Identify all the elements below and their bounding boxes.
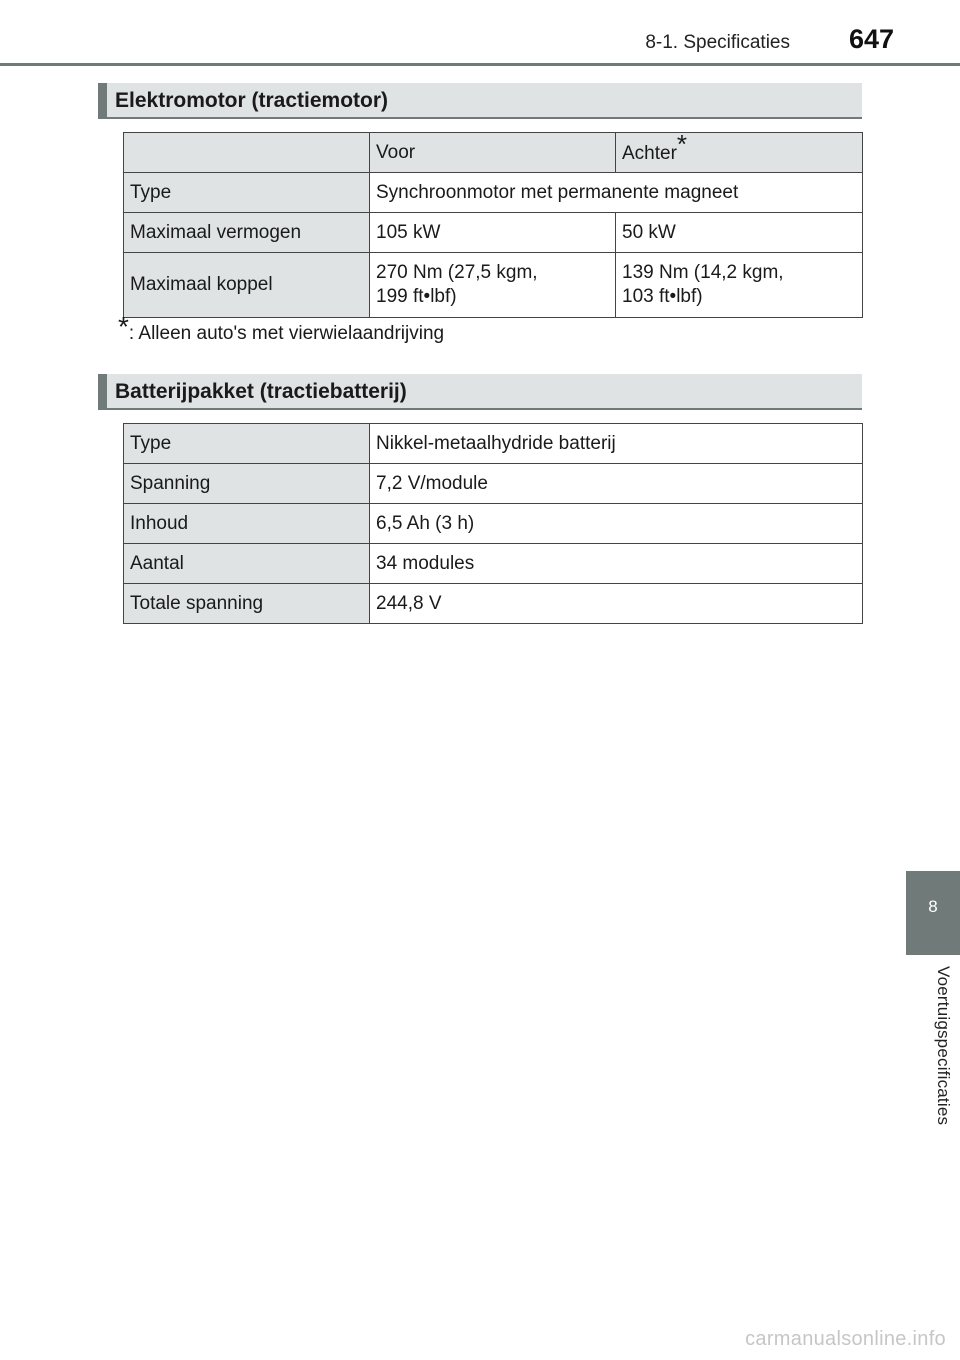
chapter-title: Voertuigspecificaties xyxy=(934,966,953,1126)
row-label: Maximaal koppel xyxy=(124,253,370,318)
row-label: Totale spanning xyxy=(124,584,370,624)
table-header-cell xyxy=(616,129,863,173)
table-row xyxy=(124,173,863,213)
row-label: Type xyxy=(124,424,370,464)
asterisk-marker: * xyxy=(676,129,688,159)
table-header-cell xyxy=(124,133,370,173)
value-line: 199 ft•lbf) xyxy=(376,286,457,307)
value-line: 139 Nm (14,2 kgm, xyxy=(622,262,784,283)
row-label: Aantal xyxy=(124,544,370,584)
value-line: 103 ft•lbf) xyxy=(622,286,703,307)
table-row xyxy=(124,584,863,624)
chapter-number: 8 xyxy=(928,897,938,916)
row-value xyxy=(370,253,616,318)
table-row xyxy=(124,213,863,253)
row-value: 244,8 V xyxy=(370,584,863,624)
page-number: 647 xyxy=(848,24,894,54)
motor-section-heading xyxy=(98,83,862,119)
value-line: 270 Nm (27,5 kgm, xyxy=(376,262,538,283)
watermark: carmanualsonline.info xyxy=(745,1328,946,1350)
table-row xyxy=(124,464,863,504)
table-row xyxy=(124,424,863,464)
footnote-text: : Alleen auto's met vierwielaandrijving xyxy=(128,323,445,344)
battery-section-title: Batterijpakket (tractiebatterij) xyxy=(115,380,407,403)
table-row xyxy=(124,504,863,544)
chapter-tab[interactable] xyxy=(906,871,960,955)
row-value: 34 modules xyxy=(370,544,863,584)
row-value: 7,2 V/module xyxy=(370,464,863,504)
section-label: 8-1. Specificaties xyxy=(645,32,790,53)
row-value: 105 kW xyxy=(370,213,616,253)
footnote xyxy=(118,311,445,345)
motor-section-title: Elektromotor (tractiemotor) xyxy=(115,89,389,112)
row-label: Maximaal vermogen xyxy=(124,213,370,253)
row-label: Inhoud xyxy=(124,504,370,544)
footnote-marker: * xyxy=(118,311,129,342)
row-value: 6,5 Ah (3 h) xyxy=(370,504,863,544)
table-header-row xyxy=(124,133,863,173)
motor-spec-table xyxy=(123,129,863,318)
column-label: Achter xyxy=(622,143,677,164)
table-row xyxy=(124,544,863,584)
battery-spec-table xyxy=(123,423,863,624)
row-value: 50 kW xyxy=(616,213,863,253)
row-value xyxy=(616,253,863,318)
row-label: Type xyxy=(124,173,370,213)
page-header xyxy=(0,0,960,68)
row-value: Nikkel-metaalhydride batterij xyxy=(370,424,863,464)
header-rule xyxy=(0,63,960,66)
table-row xyxy=(124,253,863,318)
row-label: Spanning xyxy=(124,464,370,504)
row-value: Synchroonmotor met permanente magneet xyxy=(370,173,863,213)
battery-section-heading xyxy=(98,374,862,410)
table-header-cell: Voor xyxy=(370,133,616,173)
